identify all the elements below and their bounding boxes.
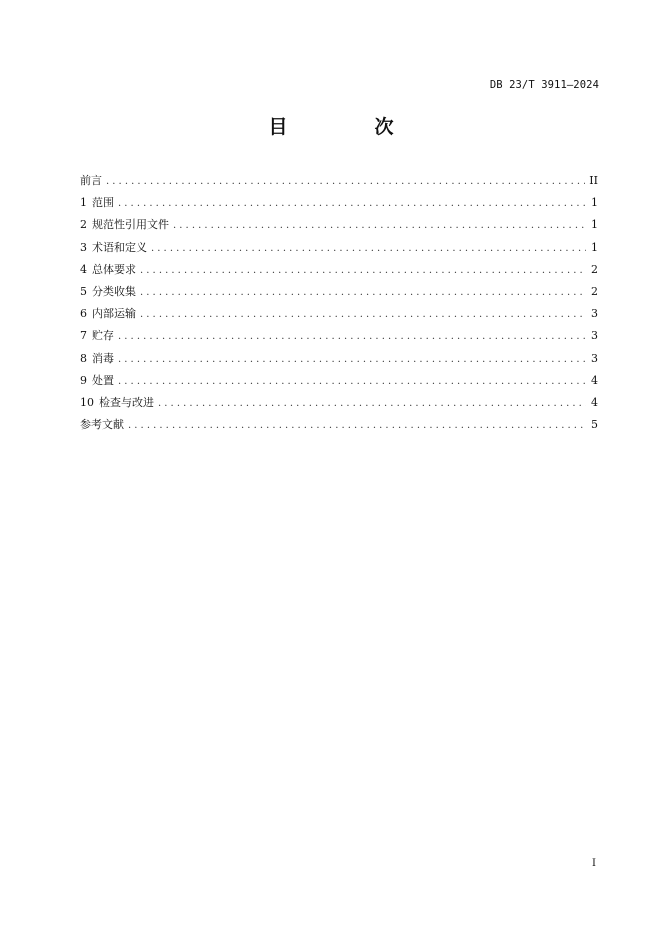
toc-leader-dots <box>140 309 586 320</box>
toc-entry-label: 贮存 <box>92 329 114 343</box>
toc-entry-number: 6 <box>80 307 87 321</box>
toc-entry-number: 9 <box>80 373 87 387</box>
toc-entry-label: 规范性引用文件 <box>92 218 169 232</box>
toc-entry-label: 内部运输 <box>92 307 136 321</box>
toc-entry-page: 1 <box>591 240 598 254</box>
toc-entry-number: 7 <box>80 329 87 343</box>
toc-entry-number: 1 <box>80 196 87 210</box>
toc-entry-label: 术语和定义 <box>92 240 147 254</box>
toc-entry-inspection-improvement[interactable] <box>80 394 598 416</box>
toc-entry-page: 5 <box>591 418 598 432</box>
toc-entry-page: 2 <box>591 262 598 276</box>
toc-entry-number: 5 <box>80 284 87 298</box>
toc-entry-scope[interactable] <box>80 194 598 216</box>
toc-entry-number: 4 <box>80 262 87 276</box>
toc-entry-general-requirements[interactable] <box>80 261 598 283</box>
table-of-contents <box>80 172 598 438</box>
toc-entry-label: 范围 <box>92 196 114 210</box>
toc-entry-classified-collection[interactable] <box>80 283 598 305</box>
toc-leader-dots <box>118 331 586 342</box>
toc-entry-label: 处置 <box>92 373 114 387</box>
toc-leader-dots <box>106 176 585 187</box>
toc-entry-foreword[interactable] <box>80 172 598 194</box>
toc-entry-normative-references[interactable] <box>80 216 598 238</box>
toc-entry-number: 10 <box>80 395 94 409</box>
toc-entry-page: 4 <box>591 373 598 387</box>
toc-leader-dots <box>118 198 586 209</box>
toc-entry-number: 2 <box>80 218 87 232</box>
toc-entry-page: II <box>589 174 598 187</box>
document-code: DB 23/T 3911—2024 <box>489 79 599 91</box>
toc-entry-page: 3 <box>591 307 598 321</box>
toc-leader-dots <box>173 220 586 231</box>
toc-entry-label: 前言 <box>80 174 102 187</box>
toc-entry-number: 3 <box>80 240 87 254</box>
toc-leader-dots <box>118 354 586 365</box>
toc-entry-disinfection[interactable] <box>80 350 598 372</box>
toc-leader-dots <box>140 287 586 298</box>
toc-entry-terms-definitions[interactable] <box>80 239 598 261</box>
toc-entry-number: 8 <box>80 351 87 365</box>
toc-entry-page: 3 <box>591 329 598 343</box>
toc-entry-label: 检查与改进 <box>99 395 154 409</box>
toc-entry-disposal[interactable] <box>80 372 598 394</box>
toc-entry-internal-transport[interactable] <box>80 305 598 327</box>
toc-entry-page: 1 <box>591 196 598 210</box>
toc-entry-page: 3 <box>591 351 598 365</box>
toc-entry-page: 1 <box>591 218 598 232</box>
toc-entry-label: 分类收集 <box>92 284 136 298</box>
page-number: I <box>592 858 596 869</box>
toc-entry-page: 2 <box>591 284 598 298</box>
toc-entry-bibliography[interactable] <box>80 416 598 438</box>
toc-leader-dots <box>140 265 586 276</box>
toc-leader-dots <box>128 420 586 431</box>
toc-entry-page: 4 <box>591 395 598 409</box>
toc-leader-dots <box>118 376 586 387</box>
toc-entry-label: 参考文献 <box>80 418 124 432</box>
toc-entry-label: 消毒 <box>92 351 114 365</box>
toc-entry-label: 总体要求 <box>92 262 136 276</box>
toc-title: 目 次 <box>268 116 428 138</box>
toc-leader-dots <box>158 398 586 409</box>
toc-leader-dots <box>151 243 586 254</box>
toc-entry-storage[interactable] <box>80 327 598 349</box>
